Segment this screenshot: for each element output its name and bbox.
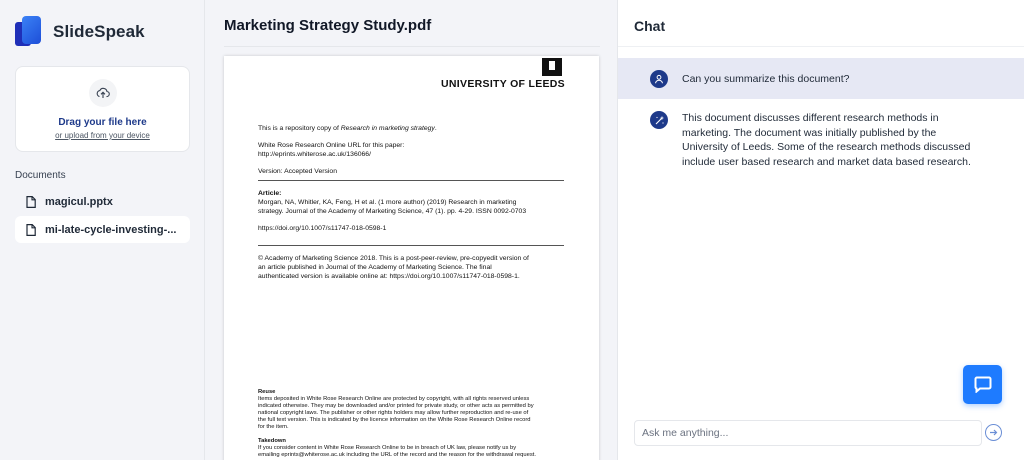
user-message xyxy=(618,58,1024,99)
documents-heading: Documents xyxy=(15,170,66,181)
arrow-right-icon xyxy=(989,428,998,437)
pdf-page[interactable] xyxy=(224,56,599,460)
send-button[interactable] xyxy=(985,424,1002,441)
ai-message-text: This document discusses different research methods in marketing. The document was initially published by the University of Leeds. Some of the research methods discussed include user based research and market data based research. xyxy=(682,112,971,168)
takedown-text-line: emailing eprints@whiterose.ac.uk including the URL of the record and the reason for the withdrawal request. xyxy=(258,452,536,458)
chat-title: Chat xyxy=(634,18,666,34)
version-line: Version: Accepted Version xyxy=(258,168,337,175)
article-citation-line: strategy. Journal of the Academy of Marketing Science, 47 (1). pp. 4-29. ISSN 0092-0703 xyxy=(258,208,527,215)
takedown-heading: Takedown xyxy=(258,438,286,444)
repository-copy-line: This is a repository copy of Research in marketing strategy. xyxy=(258,125,437,132)
chat-bubble-button[interactable] xyxy=(963,365,1002,404)
article-citation-line: Morgan, NA, Whitler, KA, Feng, H et al. (1 more author) (2019) Research in marketing xyxy=(258,199,517,206)
app-logo[interactable] xyxy=(15,16,145,48)
copyright-line: authenticated version is available online at: https://doi.org/10.1007/s11747-018-0598-1. xyxy=(258,273,520,280)
page-divider xyxy=(258,245,564,246)
upload-title: Drag your file here xyxy=(58,117,147,128)
url-label: White Rose Research Online URL for this paper: xyxy=(258,142,405,149)
slidespeak-logo-icon xyxy=(15,16,45,48)
user-message-text: Can you summarize this document? xyxy=(682,72,850,85)
copyright-line: © Academy of Marketing Science 2018. This is a post-peer-review, pre-copyedit version of xyxy=(258,255,529,262)
paper-url: http://eprints.whiterose.ac.uk/136066/ xyxy=(258,151,371,158)
reuse-text-line: indicated otherwise. They may be downloaded and/or printed for private study, or other acts as permitted by xyxy=(258,403,534,409)
reuse-heading: Reuse xyxy=(258,389,276,395)
divider xyxy=(224,46,600,47)
reuse-text-line: for the item. xyxy=(258,424,289,430)
upload-from-device-link[interactable]: or upload from your device xyxy=(55,131,150,140)
document-item[interactable] xyxy=(15,188,190,215)
doi-line: https://doi.org/10.1007/s11747-018-0598-1 xyxy=(258,225,387,232)
file-icon xyxy=(26,224,36,236)
document-item-label: mi-late-cycle-investing-... xyxy=(45,223,177,236)
copyright-line: an article published in Journal of the Academy of Marketing Science. The final xyxy=(258,264,492,271)
page-divider xyxy=(258,180,564,181)
document-item-label: magicul.pptx xyxy=(45,195,113,208)
chat-panel xyxy=(617,0,1024,460)
chat-message-input[interactable] xyxy=(634,420,982,446)
university-logo-text: UNIVERSITY OF LEEDS xyxy=(441,78,565,90)
document-item-active[interactable] xyxy=(15,216,190,243)
divider xyxy=(618,46,1024,47)
user-avatar-icon xyxy=(650,70,668,88)
chat-bubble-icon xyxy=(974,376,992,393)
cloud-upload-icon xyxy=(89,79,117,107)
reuse-text-line: Items deposited in White Rose Research Online are protected by copyright, with all rights reserved unless xyxy=(258,396,530,402)
file-icon xyxy=(26,196,36,208)
reuse-text-line: national copyright laws. The publisher or other rights holders may allow further reproduction and re-use of xyxy=(258,410,529,416)
university-crest-icon xyxy=(542,58,562,76)
reuse-text-line: the full text version. This is indicated by the licence information on the White Rose Research Online record xyxy=(258,417,531,423)
sidebar xyxy=(0,0,205,460)
takedown-text-line: If you consider content in White Rose Research Online to be in breach of UK law, please notify us by xyxy=(258,445,517,451)
document-title: Marketing Strategy Study.pdf xyxy=(224,17,432,34)
pdf-viewer xyxy=(206,0,616,460)
file-upload-dropzone[interactable] xyxy=(15,66,190,152)
ai-message xyxy=(650,111,980,169)
ai-sparkle-avatar-icon xyxy=(650,111,668,129)
article-label: Article: xyxy=(258,190,282,197)
app-name: SlideSpeak xyxy=(53,22,145,41)
